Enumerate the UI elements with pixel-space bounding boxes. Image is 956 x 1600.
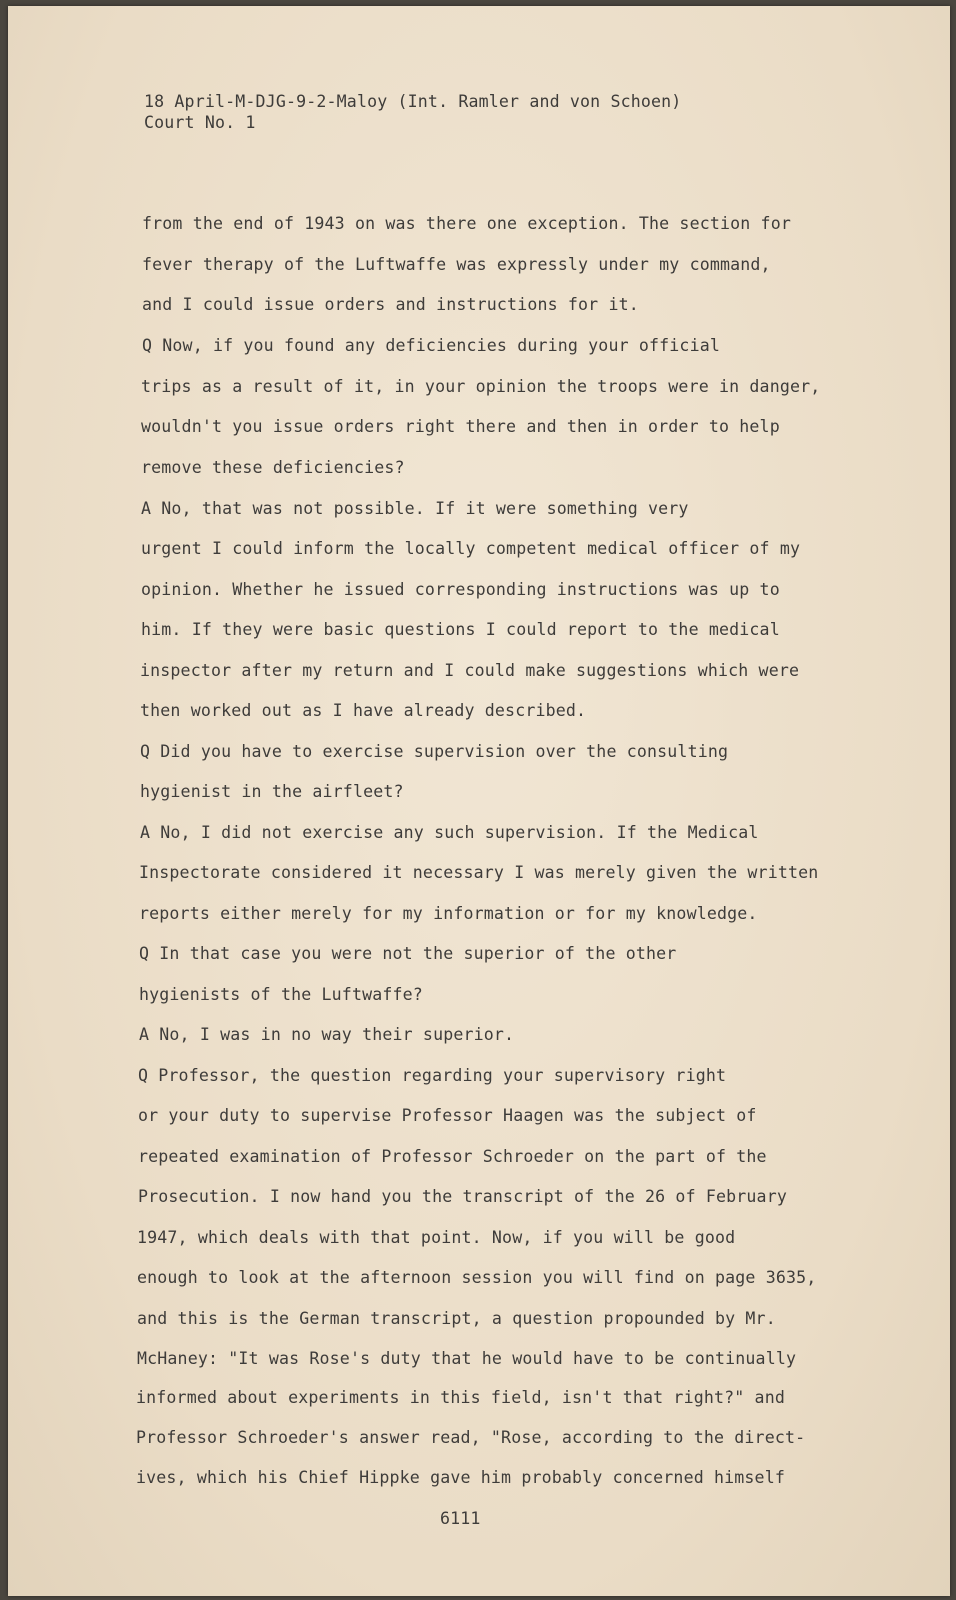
body-line: fever therapy of the Luftwaffe was expressly under my command, xyxy=(142,255,771,274)
body-line: or your duty to supervise Professor Haagen was the subject of xyxy=(138,1106,757,1125)
answer-line: A No, that was not possible. If it were something very xyxy=(141,499,689,518)
body-line: opinion. Whether he issued corresponding instructions was up to xyxy=(141,580,780,599)
body-line: Inspectorate considered it necessary I was merely given the written xyxy=(139,863,819,882)
header-court-number: Court No. 1 xyxy=(144,113,256,132)
question-line: Q Professor, the question regarding your supervisory right xyxy=(138,1066,727,1085)
body-line: from the end of 1943 on was there one exception. The section for xyxy=(142,214,791,233)
body-line: hygienist in the airfleet? xyxy=(140,782,404,801)
body-line: wouldn't you issue orders right there and then in order to help xyxy=(141,417,780,436)
answer-line: A No, I did not exercise any such supervision. If the Medical xyxy=(140,823,759,842)
body-line: Prosecution. I now hand you the transcript of the 26 of February xyxy=(138,1187,787,1206)
question-line: Q Did you have to exercise supervision over the consulting xyxy=(140,742,729,761)
body-line: then worked out as I have already described. xyxy=(140,701,587,720)
body-line: repeated examination of Professor Schroeder on the part of the xyxy=(138,1147,767,1166)
question-line: Q Now, if you found any deficiencies during your official xyxy=(142,336,720,355)
question-line: Q In that case you were not the superior of the other xyxy=(139,944,677,963)
body-line: Professor Schroeder's answer read, "Rose, according to the direct- xyxy=(136,1428,806,1447)
body-line: and I could issue orders and instructions for it. xyxy=(142,295,639,314)
body-line: remove these deficiencies? xyxy=(141,458,405,477)
body-line: informed about experiments in this field, isn't that right?" and xyxy=(136,1388,785,1407)
document-page xyxy=(8,6,950,1596)
body-line: hygienists of the Luftwaffe? xyxy=(139,985,423,1004)
body-line: and this is the German transcript, a question propounded by Mr. xyxy=(137,1309,776,1328)
page-number: 6111 xyxy=(440,1509,481,1528)
body-line: 1947, which deals with that point. Now, if you will be good xyxy=(137,1228,736,1247)
body-line: McHaney: "It was Rose's duty that he would have to be continually xyxy=(137,1349,797,1368)
body-line: trips as a result of it, in your opinion the troops were in danger, xyxy=(141,377,821,396)
body-line: ives, which his Chief Hippke gave him probably concerned himself xyxy=(136,1468,785,1487)
body-line: inspector after my return and I could make suggestions which were xyxy=(140,661,800,680)
body-line: reports either merely for my information or for my knowledge. xyxy=(139,904,758,923)
answer-line: A No, I was in no way their superior. xyxy=(139,1025,515,1044)
body-line: urgent I could inform the locally competent medical officer of my xyxy=(141,539,801,558)
body-line: him. If they were basic questions I could report to the medical xyxy=(141,620,780,639)
header-transcript-reference: 18 April-M-DJG-9-2-Maloy (Int. Ramler and von Schoen) xyxy=(144,92,682,111)
body-line: enough to look at the afternoon session you will find on page 3635, xyxy=(137,1268,817,1287)
